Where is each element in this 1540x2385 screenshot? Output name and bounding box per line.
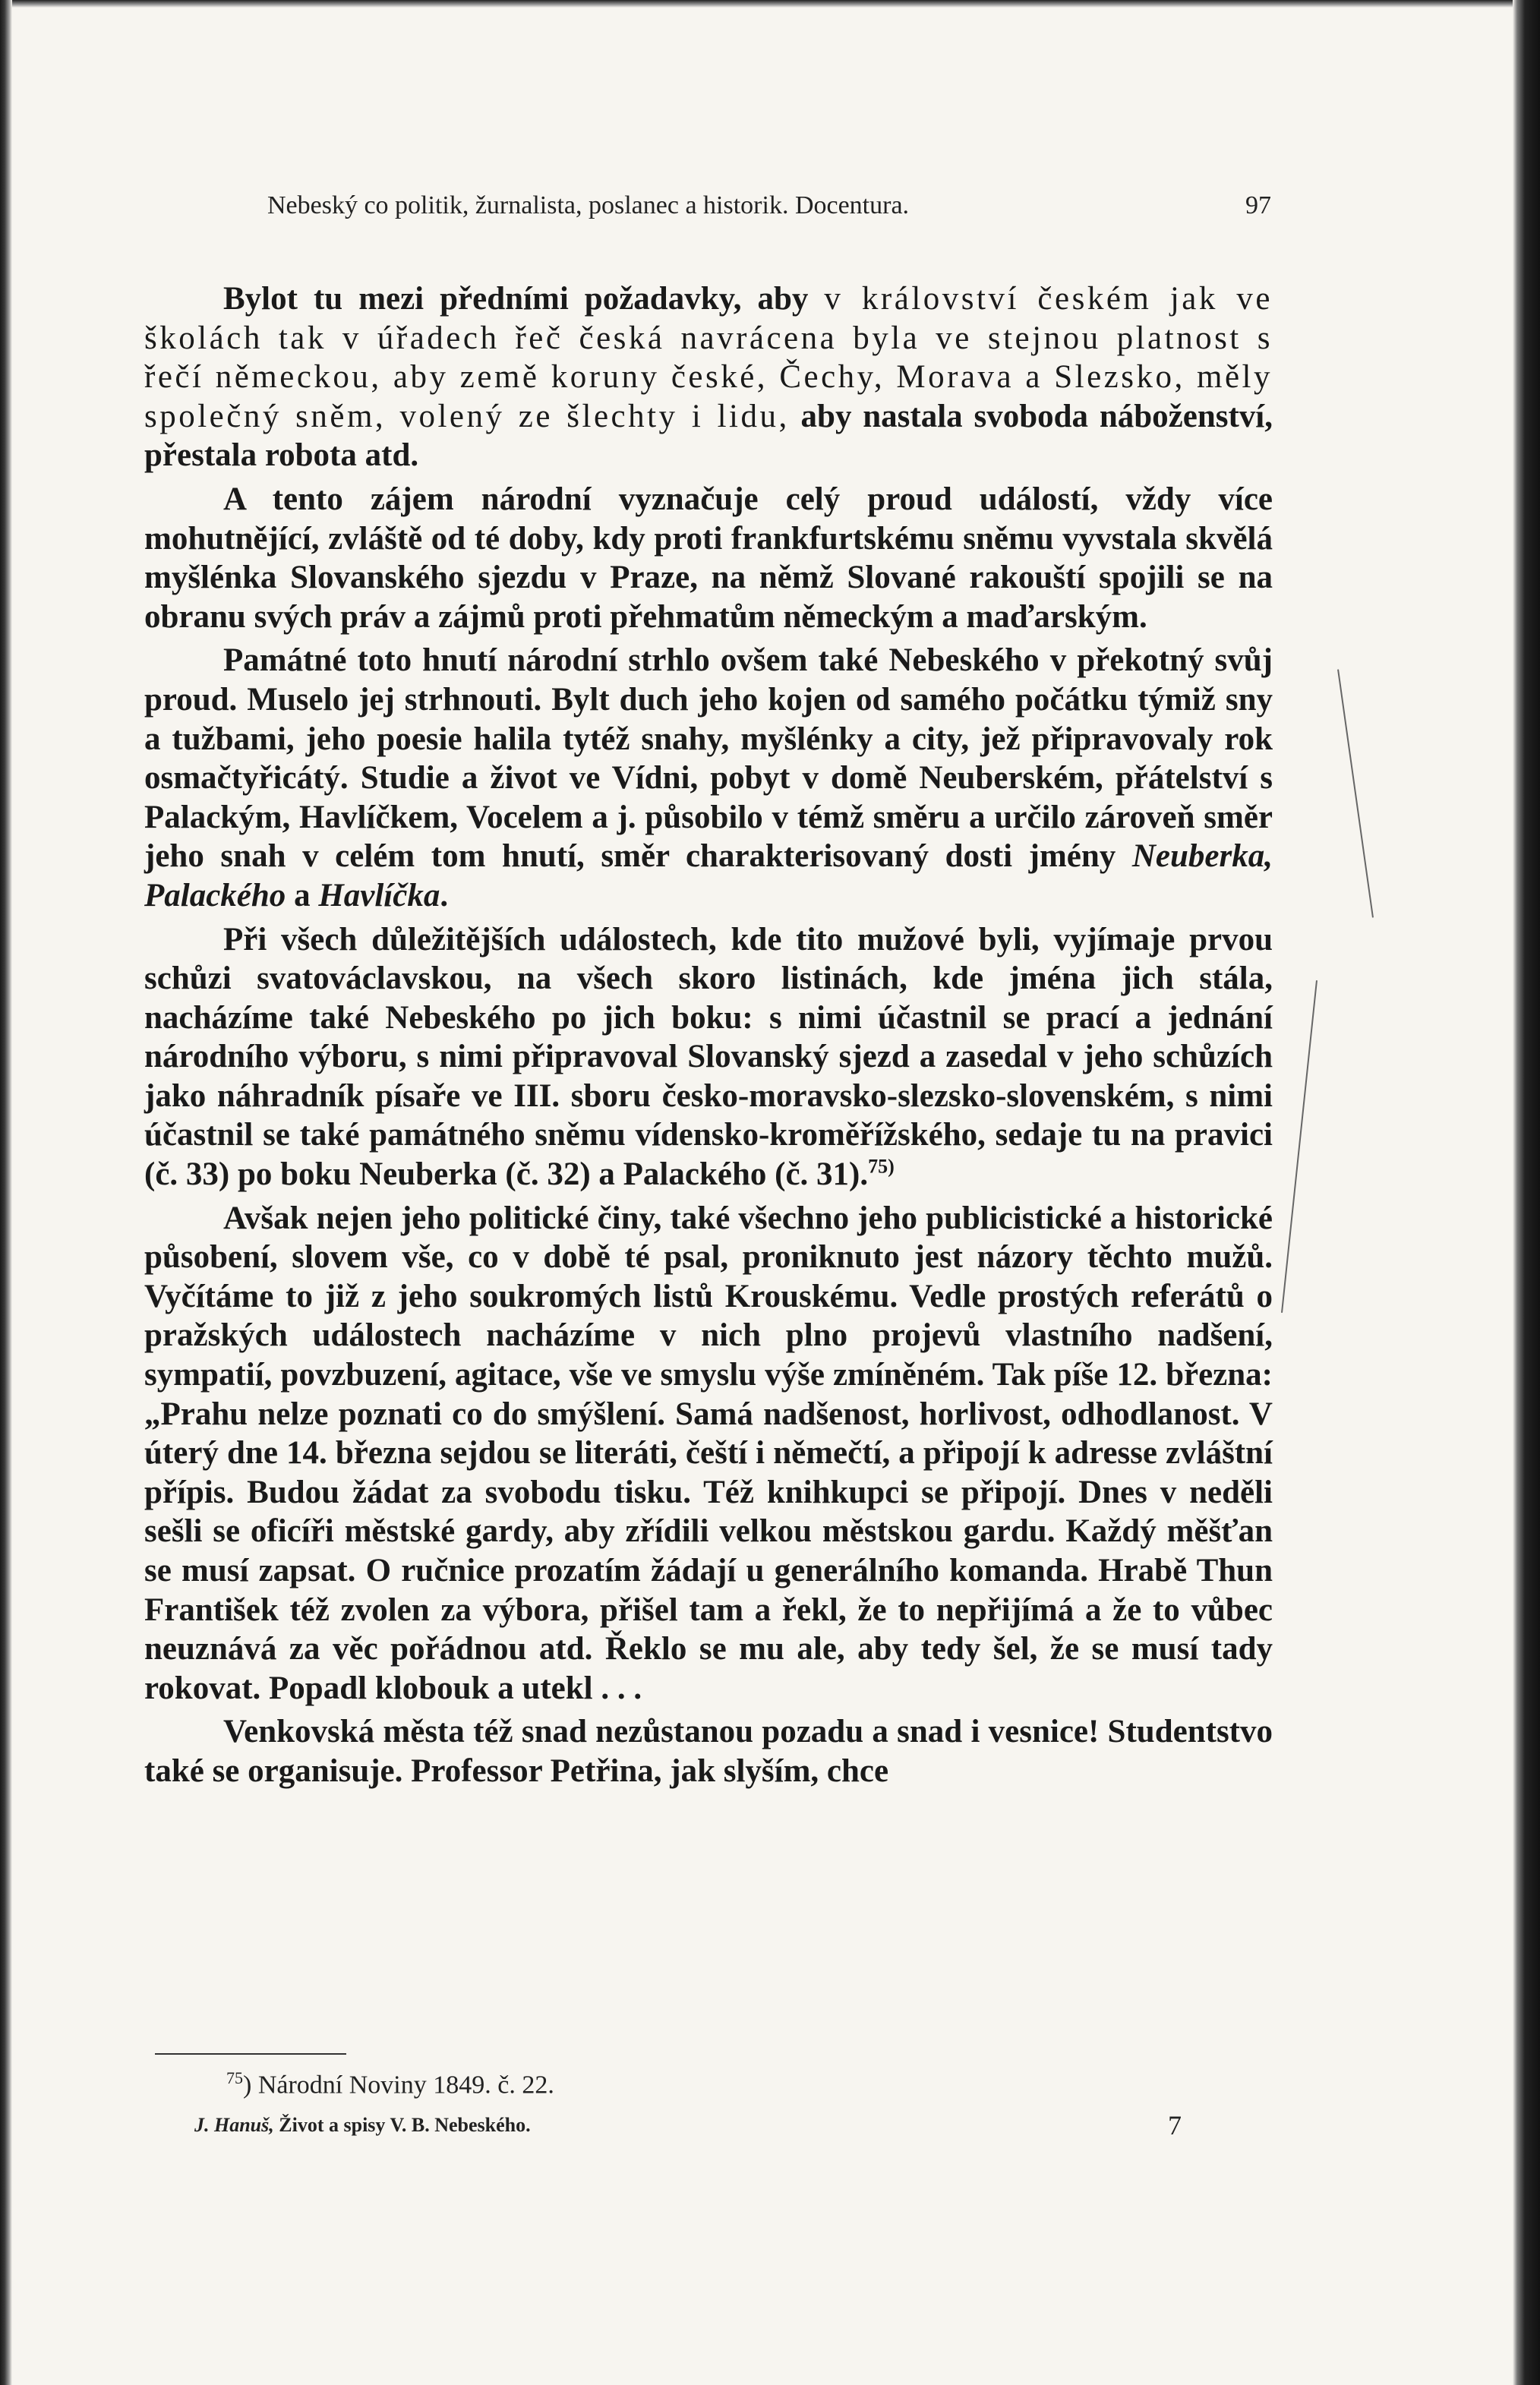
signature-author: J. Hanuš, — [194, 2114, 274, 2136]
footnote-rule — [155, 2053, 346, 2055]
signature-line — [194, 2111, 1273, 2143]
paragraph-3-name-last: Havlíčka — [318, 877, 440, 913]
paragraph-3-and: a — [286, 877, 319, 913]
paragraph-1 — [144, 279, 1273, 475]
footnote-reference[interactable]: 75) — [868, 1155, 895, 1178]
paragraph-4-text: Při všech důležitějších událostech, kde tito mužové byli, vyjímaje prvou schůzi svatováclavskou, na všech skoro listinách, kde jména jich stála, nacházíme také Nebeského po jich boku: s nimi účastnil se prací a jednání národního výboru, s nimi připravoval Slovanský sjezd a zasedal v jeho schůzích jako náhradník písaře ve III. sboru česko-moravsko-slezsko-slovenském, s nimi účastnil se také památného sněmu vídensko-kroměřížského, sedaje tu na pravici (č. 33) po boku Neuberka (č. 32) a Palackého (č. 31). — [144, 921, 1273, 1193]
paragraph-3 — [144, 641, 1273, 915]
paragraph-6: Venkovská města též snad nezůstanou pozadu a snad i vesnice! Studentstvo také se organisuje. Professor Petřina, jak slyším, chce — [144, 1714, 1273, 1789]
paragraph-3-text: Památné toto hnutí národní strhlo ovšem také Nebeského v překotný svůj proud. Muselo jej strhnouti. Bylt duch jeho kojen od samého počátku týmiž sny a tužbami, jeho poesie halila tytéž snahy, myšlénky a city, jež připravovaly rok osmačtyřicátý. Studie a život ve Vídni, pobyt v domě Neuberském, přátelství s Palackým, Havlíčkem, Vocelem a j. působilo v témž směru a určilo zároveň směr jeho snah v celém tom hnutí, směr charakterisovaný dosti jmény — [144, 642, 1273, 875]
running-header — [267, 191, 1271, 226]
scan-edge-left — [0, 0, 12, 2385]
running-title: Nebeský co politik, žurnalista, poslanec a historik. Docentura. — [267, 191, 910, 219]
margin-pencil-mark — [1337, 669, 1374, 917]
margin-pencil-mark — [1281, 980, 1318, 1313]
footnote-text: ) Národní Noviny 1849. č. 22. — [243, 2071, 554, 2099]
scan-edge-right — [1513, 0, 1540, 2385]
paragraph-1-start: Bylot tu mezi předními požadavky, aby — [223, 281, 825, 317]
paragraph-3-end: . — [440, 877, 449, 913]
paragraph-5: Avšak nejen jeho politické činy, také všechno jeho publicistické a historické působení, slovem vše, co v době té psal, proniknuto jest názory těchto mužů. Vyčítáme to již z jeho soukromých listů Krouskému. Vedle prostých referátů o pražských událostech nacházíme v nich plno projevů vlastního nadšení, sympatií, povzbuzení, agitace, vše ve smyslu výše zmíněném. Tak píše 12. března: „Prahu nelze poznati co do smýšlení. Samá nadšenost, horlivost, odhodlanost. V úterý dne 14. března sejdou se literáti, čeští i němečtí, a připojí k adresse zvláštní přípis. Budou žádat za svobodu tisku. Též knihkupci se připojí. Dnes v neděli sešli se oficíři městské gardy, aby zřídili velkou městskou gardu. Každý měšťan se musí zapsat. O ručnice prozatím žádají u generálního komanda. Hrabě Thun František též zvolen za výbora, přišel tam a řekl, že to nepřijímá a že to vůbec neuznává za věc pořádnou atd. Řeklo se mu ale, aby tedy šel, že se musí tady rokovat. Popadl klobouk a utekl . . . — [144, 1200, 1273, 1706]
paragraph-3-names: Neuberka, Palackého — [144, 838, 1273, 913]
signature-title: Život a spisy V. B. Nebeského. — [273, 2114, 531, 2136]
paragraph-1-end: aby nastala svoboda náboženství, přestala robota atd. — [144, 398, 1273, 474]
paragraph-4 — [144, 920, 1273, 1194]
paragraph-1-spaced: v království českém jak ve školách tak v úřadech řeč česká navrácena byla ve stejnou platnost s řečí německou, aby země koruny české, Čechy, Morava a Slezsko, měly společný sněm, volený ze šlechty i lidu, — [144, 281, 1273, 434]
signature-text — [194, 2114, 531, 2137]
sheet-number: 7 — [1168, 2110, 1182, 2141]
footnote-mark: 75 — [226, 2068, 243, 2087]
footnote — [226, 2068, 986, 2099]
scan-edge-top — [0, 0, 1540, 8]
body-text — [144, 279, 1273, 1791]
paragraph-2: A tento zájem národní vyznačuje celý proud událostí, vždy více mohutnějící, zvláště od té doby, kdy proti frankfurtskému sněmu vyvstala skvělá myšlénka Slovanského sjezdu v Praze, na němž Slované rakouští spojili se na obranu svých práv a zájmů proti přehmatům německým a maďarským. — [144, 481, 1273, 635]
page-number: 97 — [1245, 191, 1271, 219]
